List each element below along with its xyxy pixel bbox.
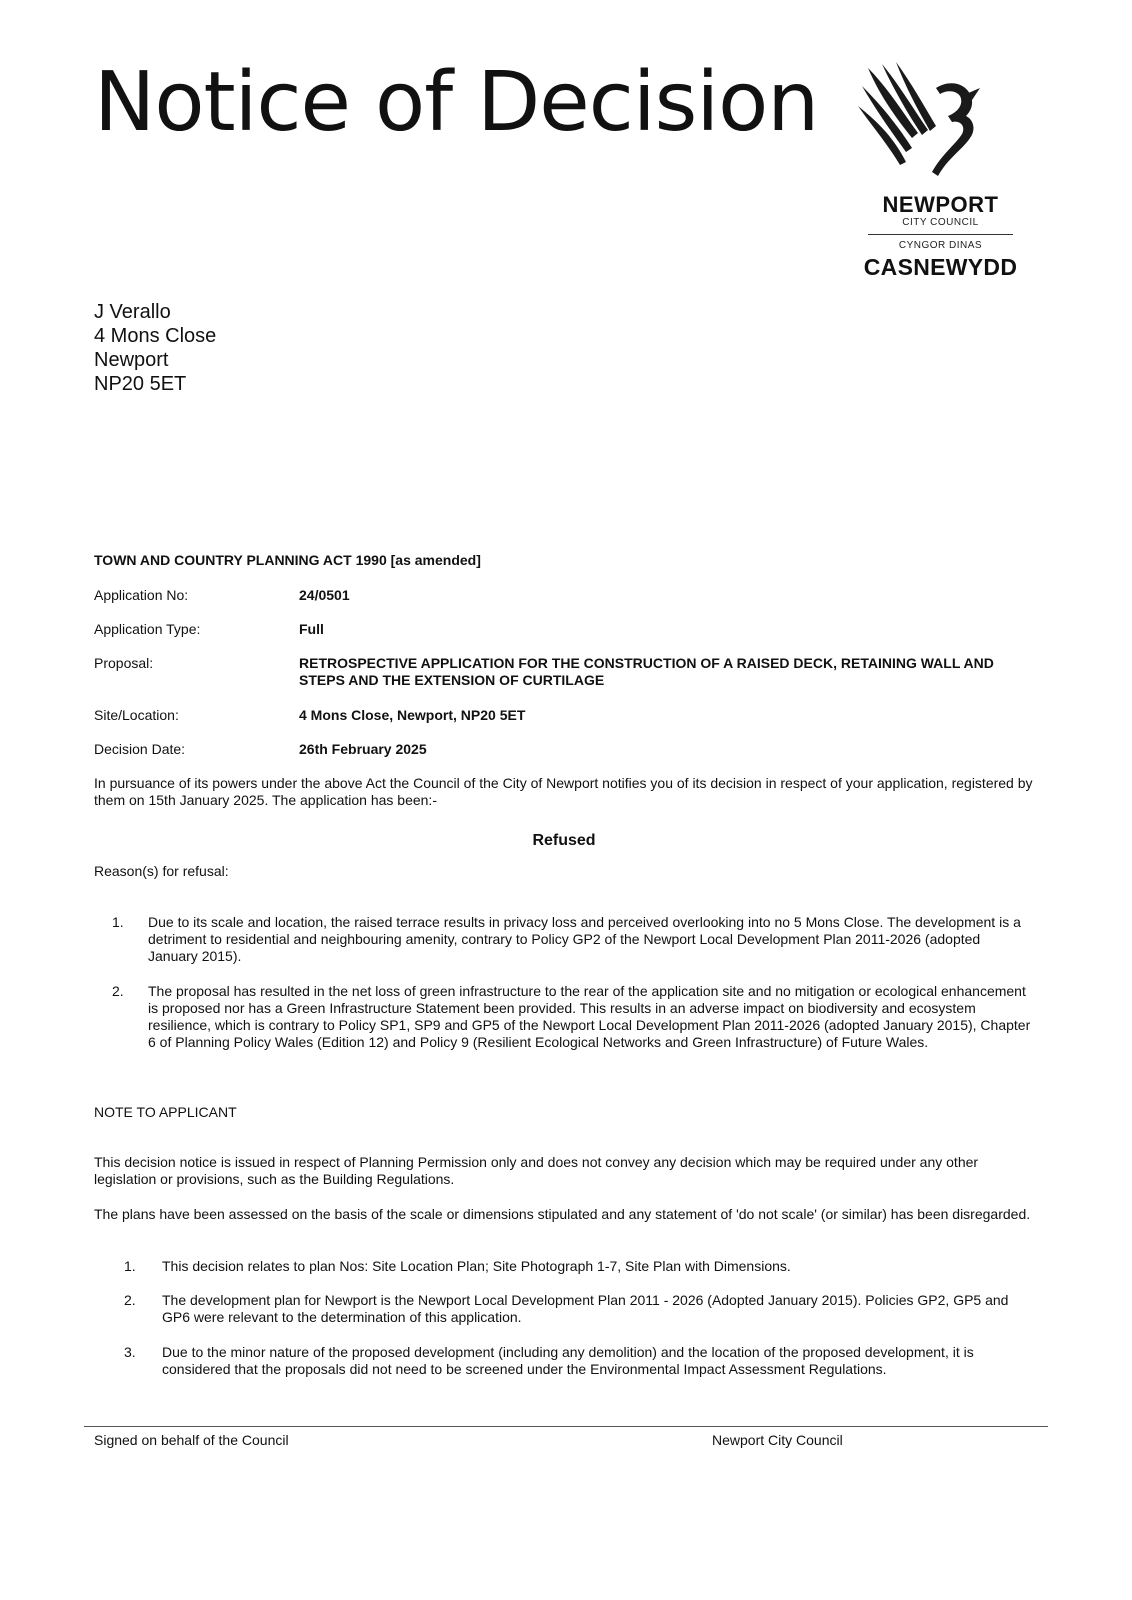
- act-heading: TOWN AND COUNTRY PLANNING ACT 1990 [as amended]: [94, 552, 481, 568]
- council-signature: Newport City Council: [712, 1432, 843, 1448]
- decision-date-value: 26th February 2025: [299, 741, 427, 757]
- note-text: Due to the minor nature of the proposed development (including any demolition) and the location of the proposed development, it is considered that the proposals did not need to be screened under the Environmental Impact Assessment Regulations.: [162, 1344, 974, 1377]
- proposal-label: Proposal:: [94, 655, 154, 671]
- note-heading: NOTE TO APPLICANT: [94, 1104, 237, 1120]
- page-title: Notice of Decision: [94, 55, 819, 150]
- reason-text: The proposal has resulted in the net loss of green infrastructure to the rear of the application site and no mitigation or ecological enhancement is proposed nor has a Green Infrastructure Statement been provided. This results in an adverse impact on biodiversity and ecosystem resilience, which is contrary to Policy SP1, SP9 and GP5 of the Newport Local Development Plan 2011-2026 (adopted January 2015), Chapter 6 of Planning Policy Wales (Edition 12) and Policy 9 (Resilient Ecological Networks and Green Infrastructure) of Future Wales.: [148, 983, 1031, 1050]
- application-no-label: Application No:: [94, 587, 189, 603]
- note-text: This decision relates to plan Nos: Site Location Plan; Site Photograph 1-7, Site Plan with Dimensions.: [162, 1258, 791, 1274]
- signature-divider: [84, 1426, 1048, 1427]
- application-type-value: Full: [299, 621, 324, 637]
- reason-number: 2.: [112, 983, 124, 999]
- recipient-address: [94, 300, 216, 396]
- logo-divider: [868, 234, 1013, 235]
- note-number: 1.: [124, 1258, 136, 1274]
- logo-cyngor-dinas: CYNGOR DINAS: [898, 240, 983, 251]
- decision-date-label: Decision Date:: [94, 741, 186, 757]
- application-type-label: Application Type:: [94, 621, 201, 637]
- recipient-street: 4 Mons Close: [94, 325, 217, 347]
- newport-dragon-logo-icon: [848, 58, 1033, 188]
- signed-on-behalf: Signed on behalf of the Council: [94, 1432, 289, 1448]
- logo-city-council: CITY COUNCIL: [902, 217, 979, 228]
- site-label: Site/Location:: [94, 707, 179, 723]
- recipient-name: J Verallo: [94, 301, 171, 323]
- proposal-value: RETROSPECTIVE APPLICATION FOR THE CONSTRUCTION OF A RAISED DECK, RETAINING WALL AND STEPS AND THE EXTENSION OF CURTILAGE: [299, 655, 994, 688]
- note-paragraph-1: This decision notice is issued in respect of Planning Permission only and does not convey any decision which may be required under any other legislation or provisions, such as the Building Regulations.: [94, 1154, 979, 1187]
- reason-number: 1.: [112, 914, 124, 930]
- application-no-value: 24/0501: [299, 587, 350, 603]
- council-logo: [848, 58, 1033, 288]
- note-paragraph-2: The plans have been assessed on the basis of the scale or dimensions stipulated and any statement of 'do not scale' (or similar) has been disregarded.: [94, 1206, 1031, 1222]
- logo-casnewydd: CASNEWYDD: [863, 254, 1018, 280]
- reasons-label: Reason(s) for refusal:: [94, 863, 229, 879]
- recipient-postcode: NP20 5ET: [94, 373, 187, 395]
- note-text: The development plan for Newport is the Newport Local Development Plan 2011 - 2026 (Adopted January 2015). Policies GP2, GP5 and GP6 were relevant to the determination of this application.: [162, 1292, 1009, 1325]
- site-value: 4 Mons Close, Newport, NP20 5ET: [299, 707, 526, 723]
- pursuance-paragraph: In pursuance of its powers under the above Act the Council of the City of Newport notifies you of its decision in respect of your application, registered by them on 15th January 2025. The application has been:-: [94, 775, 1033, 808]
- note-number: 3.: [124, 1344, 136, 1360]
- logo-newport: NEWPORT: [882, 192, 999, 217]
- decision-outcome: Refused: [532, 832, 596, 849]
- note-number: 2.: [124, 1292, 136, 1308]
- reason-text: Due to its scale and location, the raised terrace results in privacy loss and perceived overlooking into no 5 Mons Close. The development is a detriment to residential and neighbouring amenity, contrary to Policy GP2 of the Newport Local Development Plan 2011-2026 (adopted January 2015).: [148, 914, 1021, 964]
- recipient-town: Newport: [94, 349, 169, 371]
